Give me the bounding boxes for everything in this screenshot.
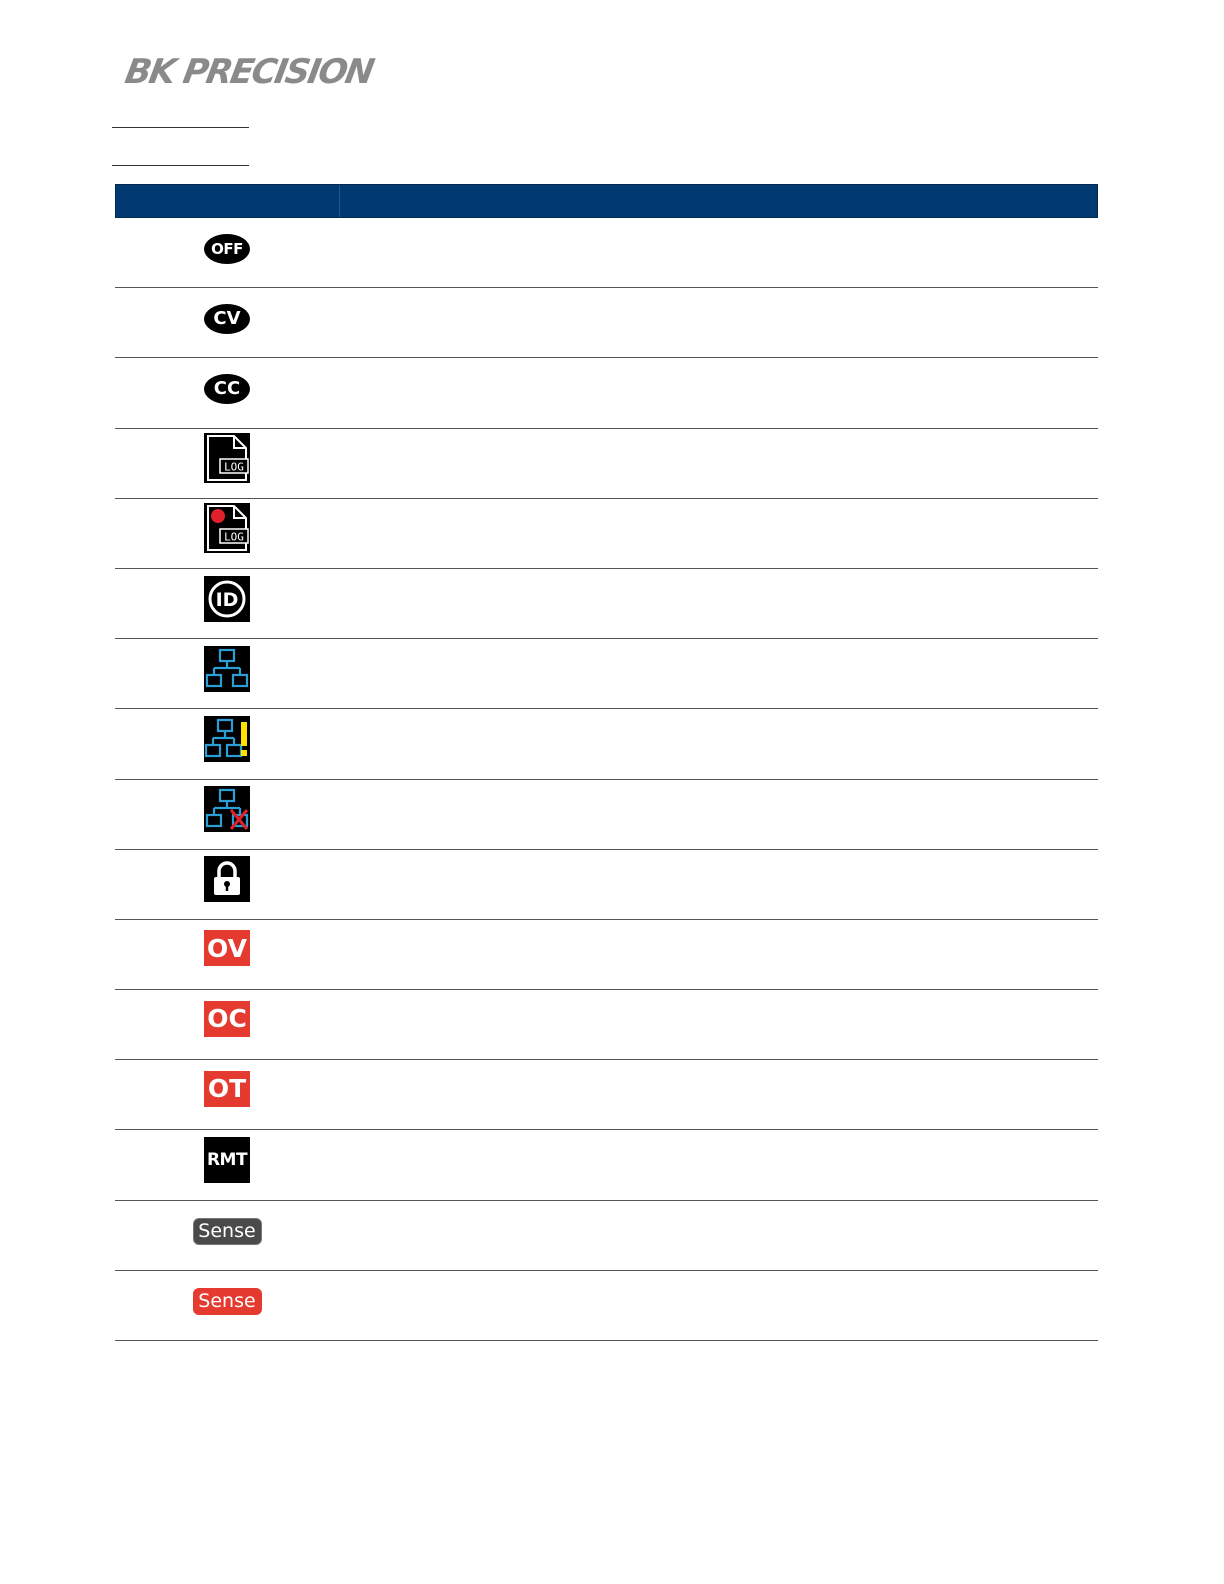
table-row (115, 850, 1098, 920)
svg-text:LOG: LOG (224, 530, 244, 544)
table-row (115, 709, 1098, 779)
row-description (339, 1130, 1098, 1199)
network-disconnected-icon (204, 786, 250, 832)
id-icon (204, 576, 250, 622)
row-description (339, 1060, 1098, 1129)
constant-current-icon: CC (204, 374, 250, 404)
table-row (115, 639, 1098, 709)
network-connected-icon (204, 646, 250, 692)
table-row (115, 990, 1098, 1060)
table-row (115, 218, 1098, 288)
row-description (339, 920, 1098, 989)
row-description (339, 850, 1098, 919)
over-current-icon: OC (204, 1001, 250, 1037)
row-description (339, 499, 1098, 568)
icon-table (115, 184, 1098, 1341)
table-row (115, 1201, 1098, 1271)
log-file-icon (204, 433, 250, 483)
table-row (115, 499, 1098, 569)
table-row (115, 429, 1098, 499)
row-description (339, 780, 1098, 849)
row-description (339, 1271, 1098, 1340)
table-row (115, 358, 1098, 428)
sense-inactive-icon: Sense (193, 1218, 262, 1245)
row-description (339, 288, 1098, 357)
table-header (115, 184, 1098, 218)
row-description (339, 1201, 1098, 1270)
row-description (339, 990, 1098, 1059)
row-description (339, 358, 1098, 427)
row-description (339, 639, 1098, 708)
table-row (115, 1060, 1098, 1130)
table-row (115, 780, 1098, 850)
table-row (115, 569, 1098, 639)
table-row (115, 920, 1098, 990)
sense-active-icon: Sense (193, 1288, 262, 1315)
output-off-icon: OFF (204, 234, 250, 264)
header-icon-column (116, 185, 340, 217)
over-temperature-icon: OT (204, 1071, 250, 1107)
table-row (115, 1130, 1098, 1200)
log-recording-icon (204, 503, 250, 553)
header-description-column (340, 185, 1097, 217)
constant-voltage-icon: CV (204, 304, 250, 334)
table-row (115, 1271, 1098, 1341)
network-warning-icon (204, 716, 250, 762)
row-description (339, 429, 1098, 498)
header-rule-bottom (112, 165, 249, 166)
header-rule-top (112, 127, 249, 128)
row-description (339, 569, 1098, 638)
remote-icon: RMT (204, 1137, 250, 1183)
row-description (339, 709, 1098, 778)
row-description (339, 218, 1098, 287)
lock-icon (204, 856, 250, 902)
svg-text:LOG: LOG (224, 460, 244, 474)
table-row (115, 288, 1098, 358)
bk-precision-logo: BK PRECISION (122, 52, 376, 92)
svg-text:ID: ID (215, 588, 239, 611)
over-voltage-icon: OV (204, 930, 250, 966)
